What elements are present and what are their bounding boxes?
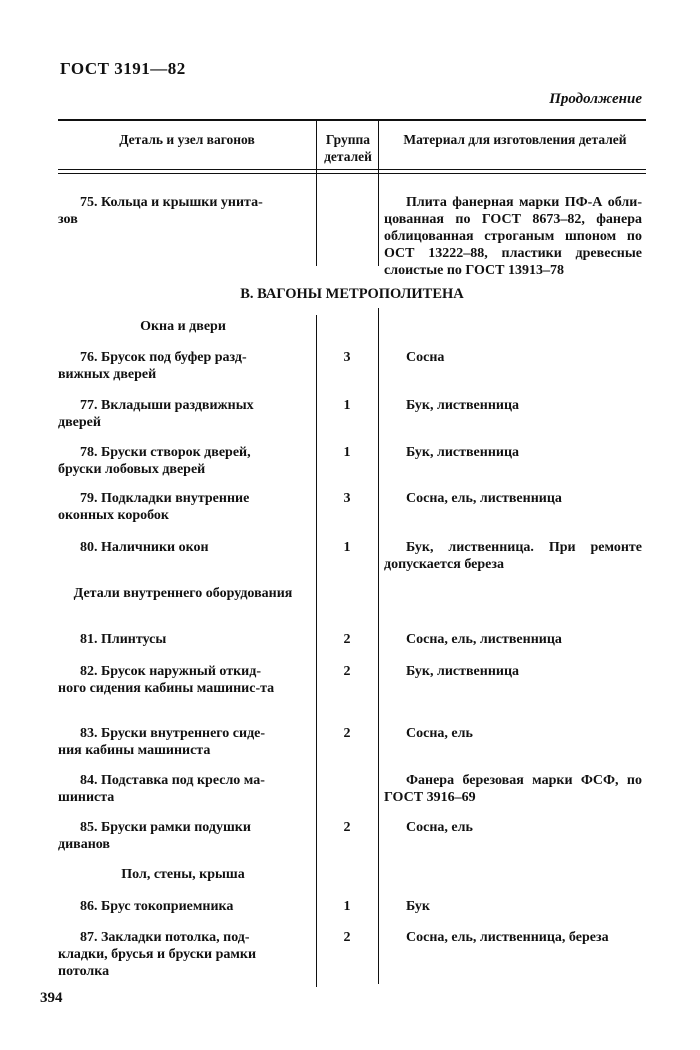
header-rule-1: [58, 169, 646, 170]
row-78-name: 78. Бруски створок дверей, бруски лобовых дверей: [58, 445, 251, 477]
row-83-group: 2: [343, 726, 351, 741]
header-material: Материал для изготовления деталей: [403, 132, 627, 147]
row-85-name: 85. Бруски рамки подушки диванов: [58, 820, 251, 852]
row-87-group: 2: [343, 930, 351, 945]
table-top-rule: [58, 119, 646, 121]
continuation-label: Продолжение: [549, 91, 642, 107]
row-84-material: Фанера березовая марки ФСФ, по ГОСТ 3916–69: [384, 773, 642, 805]
row-77-group: 1: [343, 398, 351, 413]
section-title: В. ВАГОНЫ МЕТРОПОЛИТЕНА: [240, 286, 464, 302]
row-76-material: Сосна: [406, 350, 445, 365]
subsection-floor-walls-roof: Пол, стены, крыша: [121, 867, 245, 882]
row-85-group: 2: [343, 820, 351, 835]
row-75-name: 75. Кольца и крышки унита-зов: [58, 195, 263, 227]
row-82-material: Бук, лиственница: [406, 664, 520, 679]
row-87-name: 87. Закладки потолка, под-кладки, брусья и бруски рамки потолка: [58, 930, 257, 979]
row-86-material: Бук: [406, 899, 430, 914]
row-78-material: Бук, лиственница: [406, 445, 520, 460]
row-81-group: 2: [343, 632, 351, 647]
row-80-name: 80. Наличники окон: [80, 540, 209, 555]
row-76-name: 76. Брусок под буфер разд-вижных дверей: [58, 350, 247, 382]
row-76-group: 3: [343, 350, 351, 365]
column-divider-1-lower: [316, 315, 317, 987]
row-82-name: 82. Брусок наружный откид-ного сидения кабины машинис-та: [58, 664, 275, 696]
subsection-interior: Детали внутреннего оборудования: [73, 586, 293, 601]
page-number: 394: [40, 990, 63, 1006]
header-part: Деталь и узел вагонов: [119, 132, 255, 147]
row-80-group: 1: [343, 540, 351, 555]
row-79-group: 3: [343, 491, 351, 506]
row-78-group: 1: [343, 445, 351, 460]
column-divider-1: [316, 120, 317, 266]
row-87-material: Сосна, ель, лиственница, береза: [406, 930, 609, 945]
row-83-material: Сосна, ель: [406, 726, 473, 741]
row-79-material: Сосна, ель, лиственница: [406, 491, 562, 506]
row-81-name: 81. Плинтусы: [80, 632, 167, 647]
subsection-windows-doors: Окна и двери: [140, 319, 226, 334]
column-divider-2: [378, 120, 379, 266]
row-79-name: 79. Подкладки внутренние оконных коробок: [58, 491, 250, 523]
row-80-material: Бук, лиственница. При ремонте допускается береза: [384, 540, 642, 572]
column-divider-2-lower: [378, 308, 379, 984]
row-81-material: Сосна, ель, лиственница: [406, 632, 562, 647]
header-group: Группа деталей: [324, 132, 372, 164]
row-86-group: 1: [343, 899, 351, 914]
row-77-name: 77. Вкладыши раздвижных дверей: [58, 398, 254, 430]
row-82-group: 2: [343, 664, 351, 679]
row-75-material: Плита фанерная марки ПФ-А обли-цованная по ГОСТ 8673–82, фанера облицованная строганым шпоном по ОСТ 13222–88, пластики древесные слоистые по ГОСТ 13913–78: [384, 195, 642, 278]
document-code: ГОСТ 3191—82: [60, 59, 186, 78]
header-rule-2: [58, 173, 646, 174]
row-86-name: 86. Брус токоприемника: [80, 899, 234, 914]
row-77-material: Бук, лиственница: [406, 398, 520, 413]
row-84-name: 84. Подставка под кресло ма-шиниста: [58, 773, 265, 805]
row-83-name: 83. Бруски внутреннего сиде-ния кабины машиниста: [58, 726, 266, 758]
row-85-material: Сосна, ель: [406, 820, 473, 835]
